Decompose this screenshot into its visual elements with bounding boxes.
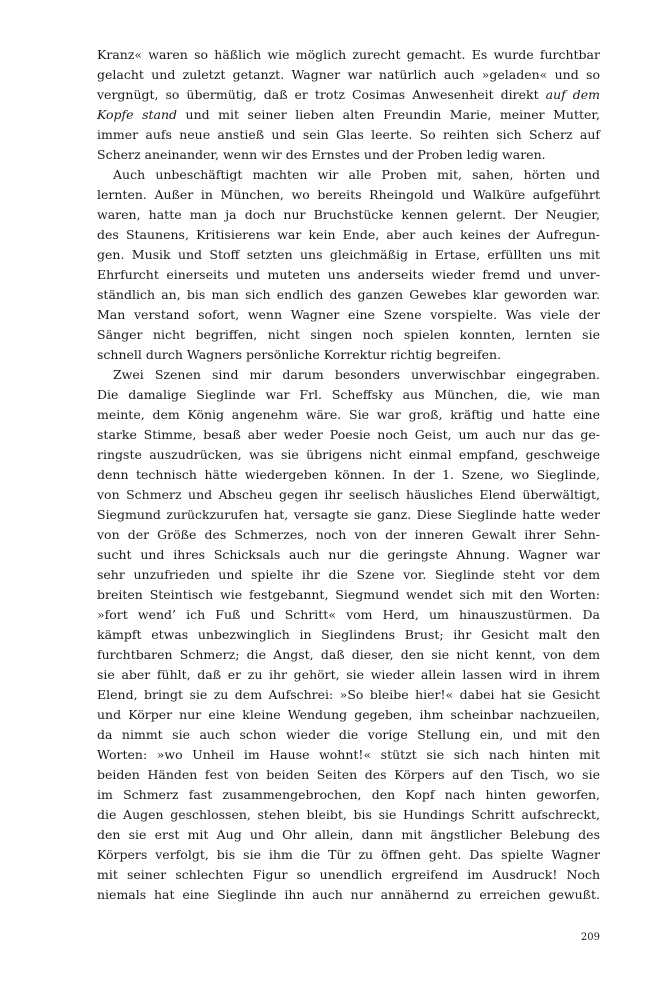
text-line: waren, hatte man ja doch nur Bruchstücke kennen gelernt. Der Neugier,	[97, 207, 600, 222]
text-line: im Schmerz fast zusammengebrochen, den Kopf nach hinten geworfen,	[97, 787, 600, 802]
text-line: lernten. Außer in München, wo bereits Rheingold und Walküre aufgeführt	[97, 187, 600, 202]
text-line: sucht und ihres Schicksals auch nur die geringste Ahnung. Wagner war	[97, 547, 600, 562]
text-segment: vergnügt, so übermütig, daß er trotz Cosimas Anwesenheit direkt	[97, 87, 546, 102]
text-line: Elend, bringt sie zu dem Aufschrei: »So bleibe hier!« dabei hat sie Gesicht	[97, 687, 600, 702]
text-line: Auch unbeschäftigt machten wir alle Proben mit, sahen, hörten und	[113, 167, 600, 182]
paragraph-2	[97, 165, 600, 365]
text-line: des Staunens, Kritisierens war kein Ende, aber auch keines der Aufregun-	[97, 227, 600, 242]
text-line: sehr unzufrieden und spielte ihr die Szene vor. Sieglinde steht vor dem	[97, 567, 600, 582]
paragraph-1	[97, 45, 600, 165]
text-line: und Körper nur eine kleine Wendung gegeben, ihm scheinbar nachzueilen,	[97, 707, 600, 722]
text-line: ringste auszudrücken, was sie übrigens nicht einmal empfand, geschweige	[97, 447, 600, 462]
italic-phrase: auf dem	[545, 87, 601, 102]
text-line: gelacht und zuletzt getanzt. Wagner war natürlich auch »geladen« und so	[97, 67, 600, 82]
text-line: ständlich an, bis man sich endlich des ganzen Gewebes klar geworden war.	[97, 287, 600, 302]
text-line: Sänger nicht begriffen, nicht singen noch spielen konnten, lernten sie	[97, 327, 600, 342]
text-line: den sie erst mit Aug und Ohr allein, dann mit ängstlicher Belebung des	[97, 827, 600, 842]
text-line: da nimmt sie auch schon wieder die vorige Stellung ein, und mit den	[97, 727, 600, 742]
text-line: beiden Händen fest von beiden Seiten des Körpers auf den Tisch, wo sie	[97, 767, 600, 782]
text-line: breiten Steintisch wie festgebannt, Siegmund wendet sich mit den Worten:	[97, 587, 600, 602]
text-line: von Schmerz und Abscheu gegen ihr seelisch häusliches Elend überwältigt,	[97, 487, 600, 502]
text-segment: und mit seiner lieben alten Freundin Marie, meiner Mutter,	[177, 107, 600, 122]
text-line: niemals hat eine Sieglinde ihn auch nur annähernd zu erreichen gewußt.	[97, 887, 600, 902]
text-line: mit seiner schlechten Figur so unendlich ergreifend im Ausdruck! Noch	[97, 867, 600, 882]
paragraph-3	[97, 365, 600, 905]
text-line: Ehrfurcht einerseits und muteten uns anderseits wieder fremd und unver-	[97, 267, 600, 282]
page-number: 209	[580, 932, 600, 943]
text-line: von der Größe des Schmerzes, noch von der inneren Gewalt ihrer Sehn-	[97, 527, 600, 542]
text-line: schnell durch Wagners persönliche Korrektur richtig begreifen.	[97, 347, 502, 362]
text-line: die Augen geschlossen, stehen bleibt, bis sie Hundings Schritt aufschreckt,	[97, 807, 600, 822]
text-line: Zwei Szenen sind mir darum besonders unverwischbar eingegraben.	[113, 367, 600, 382]
text-line: Die damalige Sieglinde war Frl. Scheffsky aus München, die, wie man	[97, 387, 600, 402]
text-line	[97, 85, 600, 105]
text-line: Siegmund zurückzurufen hat, versagte sie ganz. Diese Sieglinde hatte weder	[97, 507, 600, 522]
text-line: Scherz aneinander, wenn wir des Ernstes und der Proben ledig waren.	[97, 147, 546, 162]
text-line: meinte, dem König angenehm wäre. Sie war groß, kräftig und hatte eine	[97, 407, 600, 422]
text-line: denn technisch hätte wiedergeben können. In der 1. Szene, wo Sieglinde,	[97, 467, 600, 482]
text-line: Körpers verfolgt, bis sie ihm die Tür zu öffnen geht. Das spielte Wagner	[97, 847, 600, 862]
text-line: Worten: »wo Unheil im Hause wohnt!« stützt sie sich nach hinten mit	[97, 747, 600, 762]
text-line: Man verstand sofort, wenn Wagner eine Szene vorspielte. Was viele der	[97, 307, 600, 322]
text-line	[97, 105, 600, 125]
text-line: starke Stimme, besaß aber weder Poesie noch Geist, um auch nur das ge-	[97, 427, 600, 442]
text-line: furchtbaren Schmerz; die Angst, daß dieser, den sie nicht kennt, von dem	[97, 647, 600, 662]
text-line: kämpft etwas unbezwinglich in Sieglindens Brust; ihr Gesicht malt den	[97, 627, 600, 642]
text-line: »fort wend’ ich Fuß und Schritt« vom Herd, um hinauszustürmen. Da	[97, 607, 600, 622]
text-line: gen. Musik und Stoff setzten uns gleichmäßig in Ertase, erfüllten uns mit	[97, 247, 600, 262]
text-line: sie aber fühlt, daß er zu ihr gehört, sie wieder allein lassen wird in ihrem	[97, 667, 600, 682]
text-line: immer aufs neue anstieß und sein Glas leerte. So reihten sich Scherz auf	[97, 127, 600, 142]
italic-phrase: Kopfe stand	[97, 107, 178, 122]
text-line: Kranz« waren so häßlich wie möglich zurecht gemacht. Es wurde furchtbar	[97, 47, 600, 62]
page-body	[97, 45, 600, 905]
